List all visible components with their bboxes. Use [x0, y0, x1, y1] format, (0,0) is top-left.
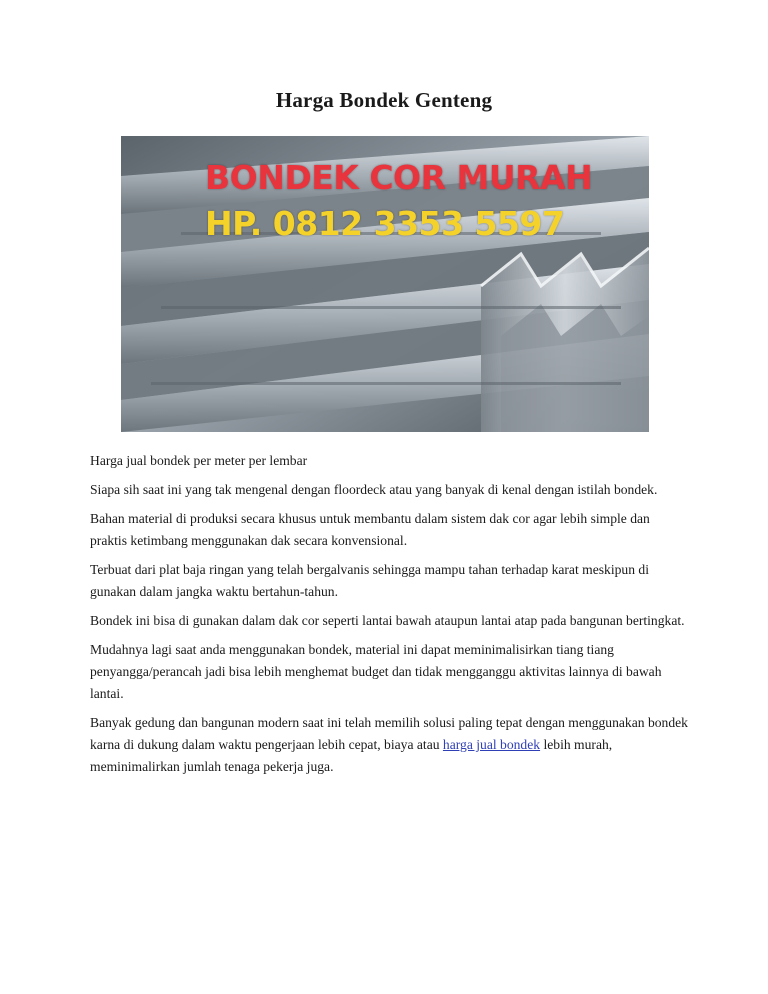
paragraph-1: Harga jual bondek per meter per lembar — [90, 453, 308, 468]
paragraph-2: Siapa sih saat ini yang tak mengenal dengan floordeck atau yang banyak di kenal dengan istilah bondek. — [90, 482, 658, 497]
paragraph-7-text-before: Banyak gedung dan bangunan modern saat ini telah memilih solusi paling tepat dengan menggunakan bondek karna di dukung dalam waktu pengerjaan lebih cepat, biaya atau — [90, 715, 688, 752]
paragraph-6: Mudahnya lagi saat anda menggunakan bondek, material ini dapat meminimalisirkan tiang tiang penyangga/perancah jadi bisa lebih menghemat budget dan tidak mengganggu aktivitas lainnya di bawah lantai. — [90, 642, 662, 701]
paragraph-5: Bondek ini bisa di gunakan dalam dak cor seperti lantai bawah ataupun lantai atap pada bangunan bertingkat. — [90, 613, 685, 628]
page-title: Harga Bondek Genteng — [275, 88, 493, 112]
paragraph-3: Bahan material di produksi secara khusus untuk membantu dalam sistem dak cor agar lebih simple dan praktis ketimbang menggunakan dak secara konvensional. — [90, 511, 650, 548]
image-overlay — [121, 136, 649, 432]
overlay-phone-text: HP. 0812 3353 5597 — [205, 204, 565, 243]
harga-jual-bondek-link[interactable]: harga jual bondek — [442, 737, 541, 752]
product-photo — [121, 136, 649, 432]
paragraph-4: Terbuat dari plat baja ringan yang telah bergalvanis sehingga mampu tahan terhadap karat meskipun di gunakan dalam jangka waktu bertahun-tahun. — [90, 562, 649, 599]
paragraph-7-text-after: lebih murah, meminimalirkan jumlah tenaga pekerja juga. — [90, 737, 613, 774]
paragraph-7 — [90, 712, 690, 778]
overlay-brand-text: BONDEK COR MURAH — [205, 158, 593, 197]
article-body — [90, 450, 690, 785]
